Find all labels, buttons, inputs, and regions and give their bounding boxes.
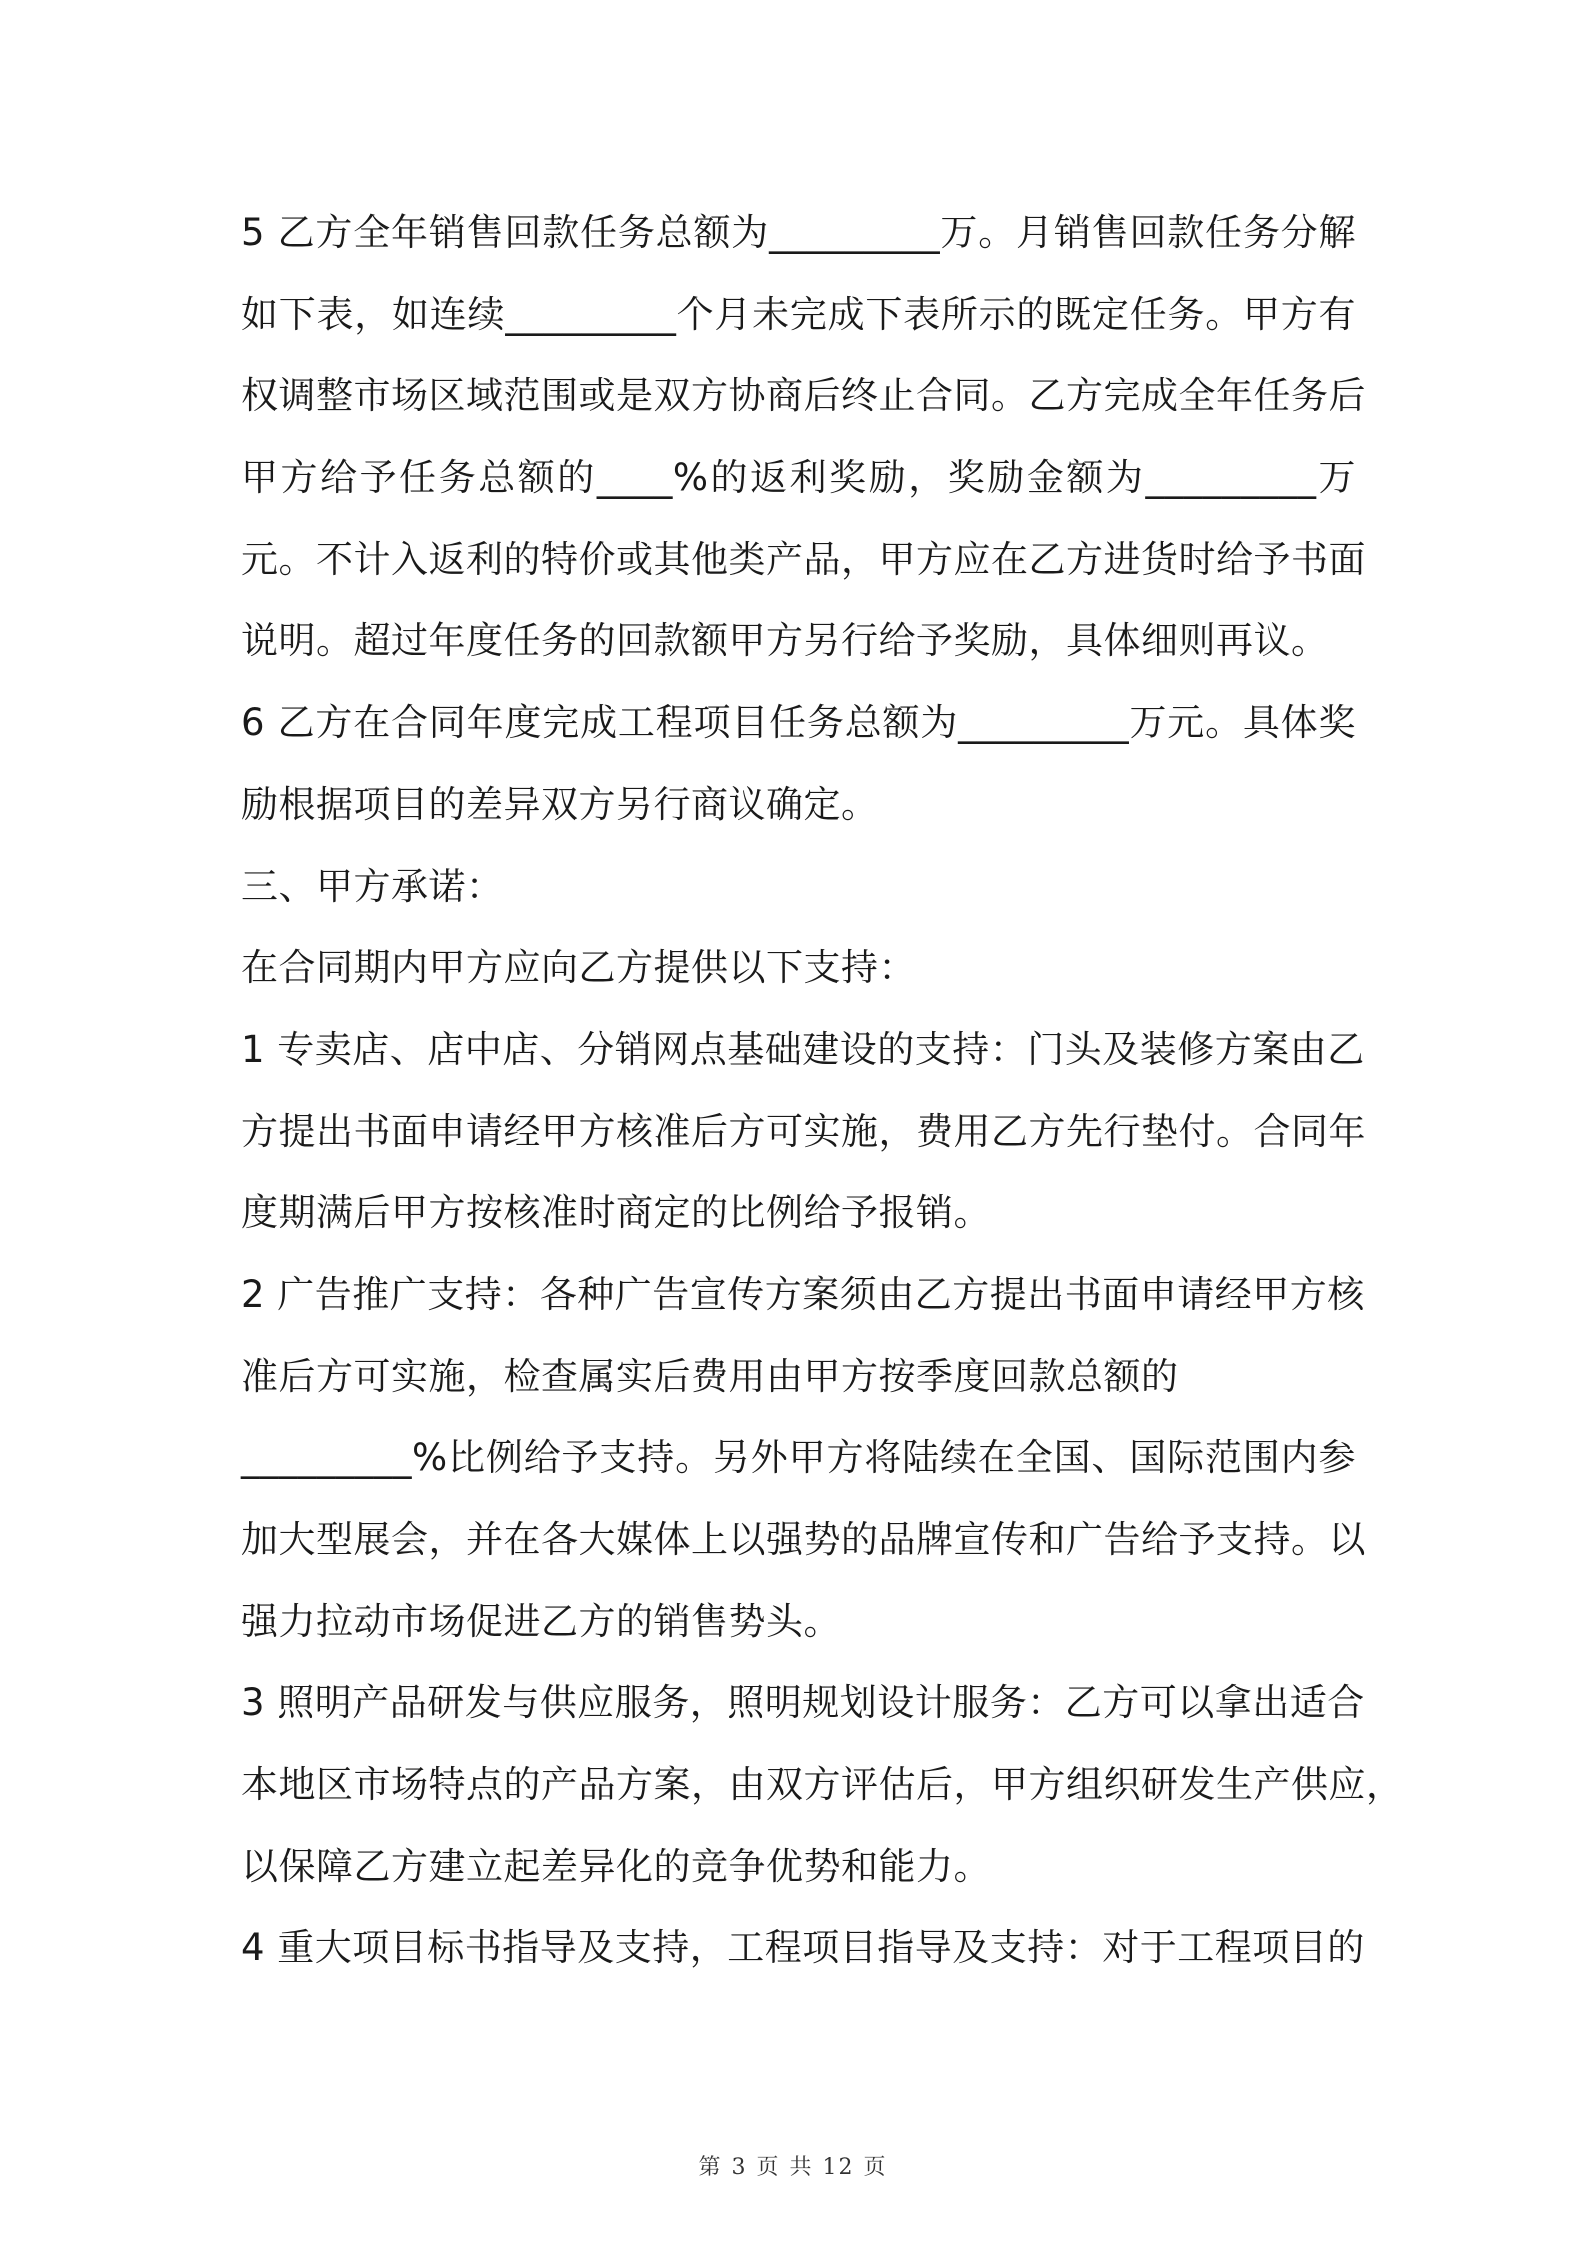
paragraph-line: 1 专卖店、店中店、分销网点基础建设的支持：门头及装修方案由乙 [241, 1027, 1365, 1071]
paragraph-line: 以保障乙方建立起差异化的竞争优势和能力。 [241, 1844, 991, 1888]
paragraph-line: 励根据项目的差异双方另行商议确定。 [241, 782, 879, 826]
paragraph-line: 本地区市场特点的产品方案，由双方评估后，甲方组织研发生产供应， [241, 1763, 1404, 1807]
paragraph-line: 如下表，如连续_________个月未完成下表所示的既定任务。甲方有 [241, 292, 1356, 336]
paragraph-line: 方提出书面申请经甲方核准后方可实施，费用乙方先行垫付。合同年 [241, 1109, 1366, 1153]
paragraph-line: 加大型展会，并在各大媒体上以强势的品牌宣传和广告给予支持。以 [241, 1518, 1366, 1561]
paragraph-line: 在合同期内甲方应向乙方提供以下支持： [241, 946, 916, 990]
paragraph-line: 强力拉动市场促进乙方的销售势头。 [241, 1599, 841, 1643]
paragraph-line: 3 照明产品研发与供应服务，照明规划设计服务：乙方可以拿出适合 [241, 1681, 1365, 1725]
paragraph-line: 元。不计入返利的特价或其他类产品，甲方应在乙方进货时给予书面 [241, 537, 1366, 581]
document-body [241, 192, 1404, 1989]
page-number-footer: 第 3 页 共 12 页 [698, 2155, 888, 2180]
paragraph-line: 度期满后甲方按核准时商定的比例给予报销。 [241, 1191, 991, 1235]
paragraph-line: 4 重大项目标书指导及支持，工程项目指导及支持：对于工程项目的 [241, 1926, 1365, 1970]
paragraph-line: 说明。超过年度任务的回款额甲方另行给予奖励，具体细则再议。 [241, 619, 1329, 663]
paragraph-line: 权调整市场区域范围或是双方协商后终止合同。乙方完成全年任务后 [241, 374, 1366, 418]
paragraph-line: 准后方可实施，检查属实后费用由甲方按季度回款总额的 [241, 1354, 1179, 1398]
paragraph-line: 5 乙方全年销售回款任务总额为_________万。月销售回款任务分解 [241, 211, 1356, 254]
paragraph-line: 甲方给予任务总额的____%的返利奖励，奖励金额为_________万 [241, 456, 1356, 500]
section-heading: 三、甲方承诺： [241, 864, 504, 908]
paragraph-line: 6 乙方在合同年度完成工程项目任务总额为_________万元。具体奖 [241, 701, 1356, 745]
paragraph-line: _________%比例给予支持。另外甲方将陆续在全国、国际范围内参 [241, 1436, 1356, 1480]
paragraph-line: 2 广告推广支持：各种广告宣传方案须由乙方提出书面申请经甲方核 [241, 1272, 1365, 1316]
